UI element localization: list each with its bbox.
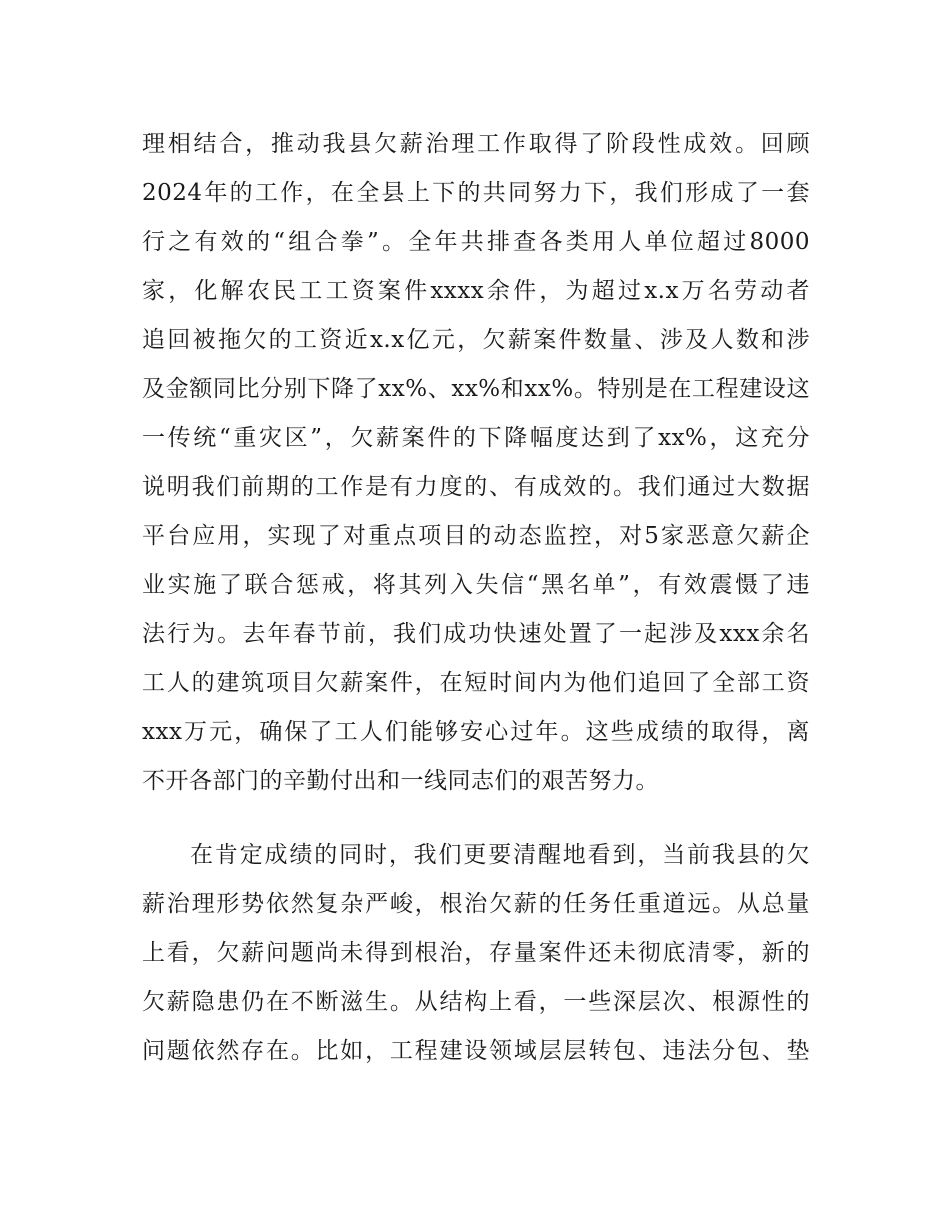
paragraph-1-line-2: 2024年的工作，在全县上下的共同努力下，我们形成了一套 [142, 180, 810, 206]
paragraph-2-line-3: 上看，欠薪问题尚未得到根治，存量案件还未彻底清零，新的 [142, 940, 810, 966]
paragraph-2-line-2: 薪治理形势依然复杂严峻，根治欠薪的任务任重道远。从总量 [142, 891, 810, 917]
paragraph-2-line-4: 欠薪隐患仍在不断滋生。从结构上看，一些深层次、根源性的 [142, 989, 810, 1015]
paragraph-1-line-12: 工人的建筑项目欠薪案件，在短时间内为他们追回了全部工资 [142, 670, 810, 696]
paragraph-1-line-14: 不开各部门的辛勤付出和一线同志们的艰苦努力。 [142, 768, 659, 794]
paragraph-1-line-11: 法行为。去年春节前，我们成功快速处置了一起涉及xxx余名 [142, 621, 810, 647]
paragraph-1-line-10: 业实施了联合惩戒，将其列入失信“黑名单”，有效震慑了违 [142, 572, 810, 598]
paragraph-2-line-5: 问题依然存在。比如，工程建设领域层层转包、违法分包、垫 [142, 1038, 810, 1064]
paragraph-1-line-8: 说明我们前期的工作是有力度的、有成效的。我们通过大数据 [142, 474, 810, 500]
paragraph-1-line-1: 理相结合，推动我县欠薪治理工作取得了阶段性成效。回顾 [142, 131, 810, 157]
paragraph-1-line-6: 及金额同比分别下降了xx%、xx%和xx%。特别是在工程建设这 [142, 376, 810, 402]
paragraph-1-line-4: 家，化解农民工工资案件xxxx余件，为超过x.x万名劳动者 [142, 278, 810, 304]
paragraph-1-line-3: 行之有效的“组合拳”。全年共排查各类用人单位超过8000 [142, 229, 810, 255]
paragraph-1-line-13: xxx万元，确保了工人们能够安心过年。这些成绩的取得，离 [142, 719, 810, 745]
paragraph-1-line-9: 平台应用，实现了对重点项目的动态监控，对5家恶意欠薪企 [142, 523, 810, 549]
paragraph-2-line-1: 在肯定成绩的同时，我们更要清醒地看到，当前我县的欠 [190, 842, 810, 868]
paragraph-1-line-5: 追回被拖欠的工资近x.x亿元，欠薪案件数量、涉及人数和涉 [142, 327, 810, 353]
paragraph-1-line-7: 一传统“重灾区”，欠薪案件的下降幅度达到了xx%，这充分 [142, 425, 810, 451]
